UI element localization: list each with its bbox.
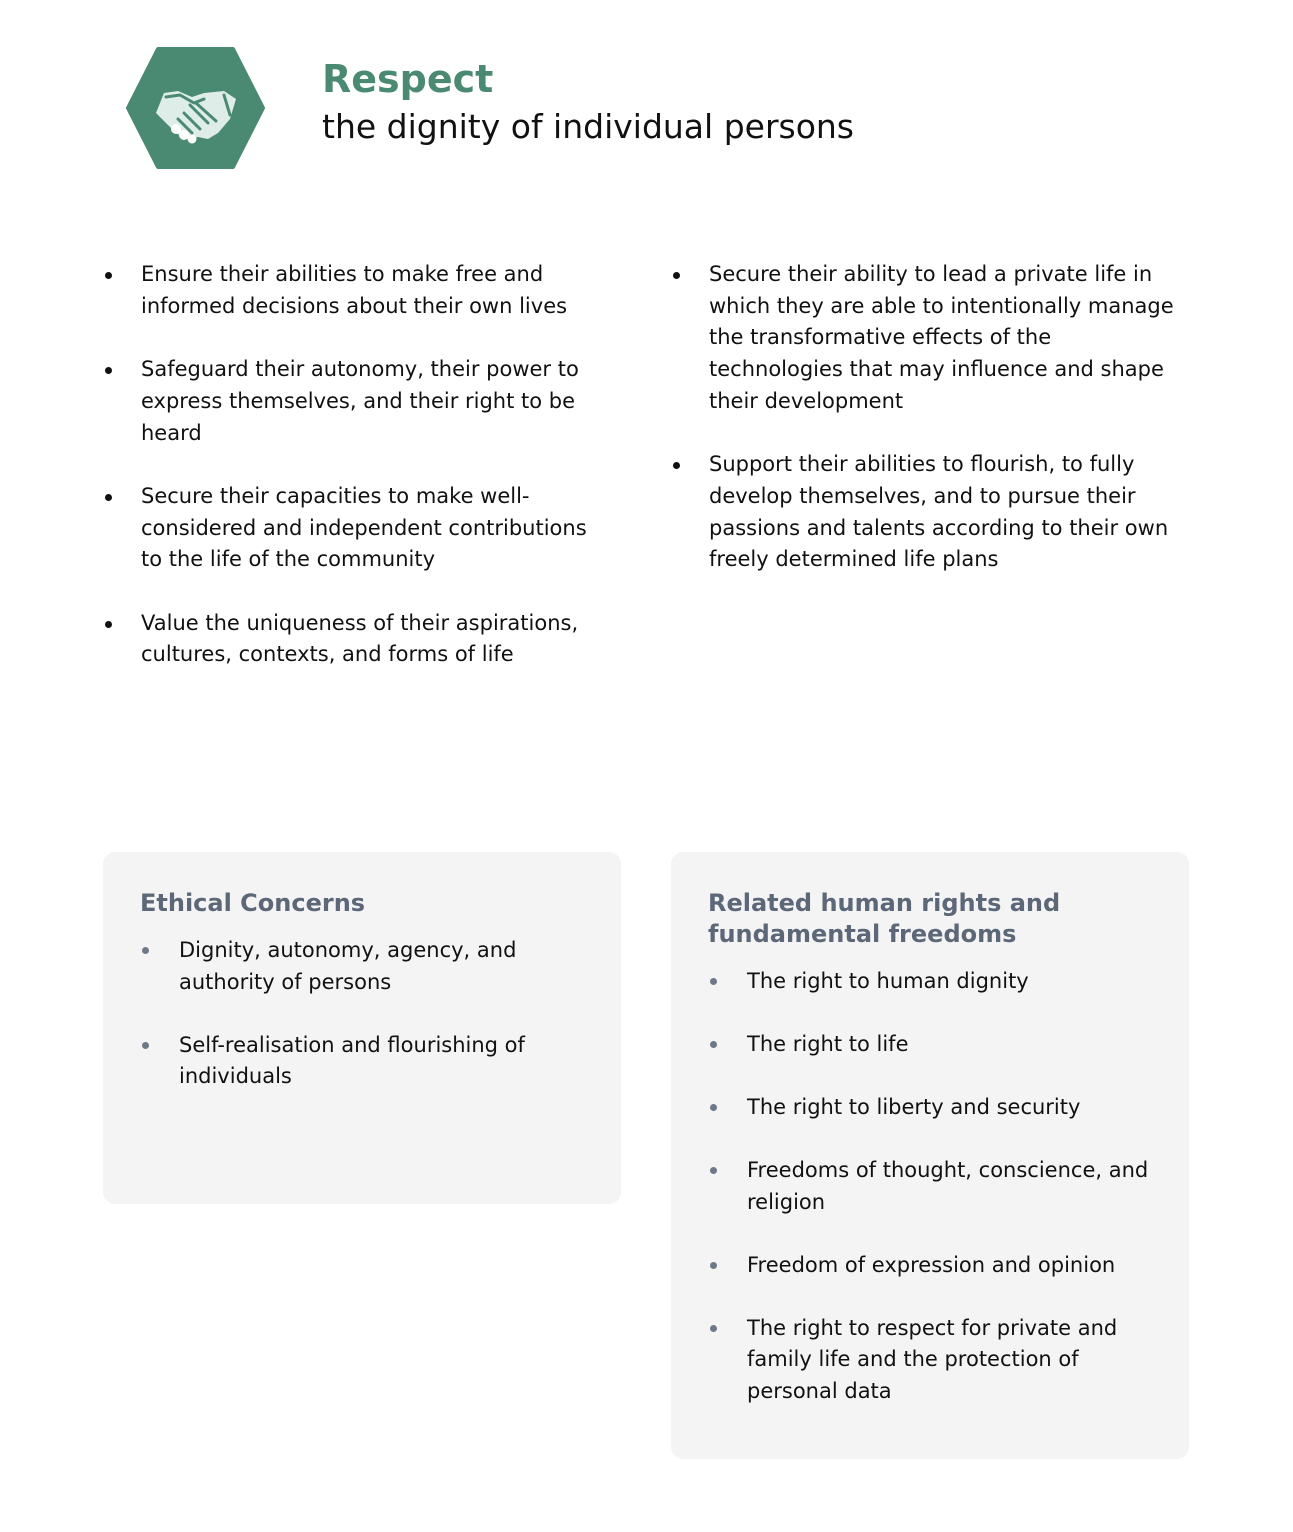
- list-item: Secure their ability to lead a private life in which they are able to intentionally manage the transformative effects of the technologies that may influence and shape their development: [671, 259, 1191, 418]
- list-item: Freedoms of thought, conscience, and religion: [708, 1155, 1153, 1218]
- page-title: Respect: [322, 57, 494, 101]
- list-item: Self-realisation and flourishing of individuals: [140, 1030, 585, 1093]
- handshake-icon: [126, 47, 265, 169]
- list-item: The right to liberty and security: [708, 1092, 1153, 1124]
- list-item: Secure their capacities to make well-considered and independent contributions to the life of the community: [103, 481, 603, 576]
- list-item: Ensure their abilities to make free and informed decisions about their own lives: [103, 259, 603, 322]
- list-item: Safeguard their autonomy, their power to express themselves, and their right to be heard: [103, 354, 603, 449]
- human-rights-list: [708, 966, 1153, 1408]
- ethical-concerns-heading: Ethical Concerns: [140, 889, 366, 917]
- respect-logo: [126, 47, 265, 169]
- list-item: Value the uniqueness of their aspirations, cultures, contexts, and forms of life: [103, 608, 603, 671]
- page-subtitle: the dignity of individual persons: [322, 107, 854, 146]
- right-point-list: [671, 259, 1191, 608]
- human-rights-panel: [671, 852, 1189, 1459]
- list-item: The right to life: [708, 1029, 1153, 1061]
- list-item: The right to respect for private and family life and the protection of personal data: [708, 1313, 1153, 1408]
- ethical-concerns-list: [140, 935, 585, 1093]
- ethical-concerns-panel: [103, 852, 621, 1204]
- list-item: Support their abilities to flourish, to fully develop themselves, and to pursue their passions and talents according to their own freely determined life plans: [671, 449, 1191, 576]
- list-item: Freedom of expression and opinion: [708, 1250, 1153, 1282]
- list-item: The right to human dignity: [708, 966, 1153, 998]
- left-point-list: [103, 259, 603, 703]
- list-item: Dignity, autonomy, agency, and authority of persons: [140, 935, 585, 998]
- human-rights-heading: Related human rights and fundamental freedoms: [708, 889, 1061, 948]
